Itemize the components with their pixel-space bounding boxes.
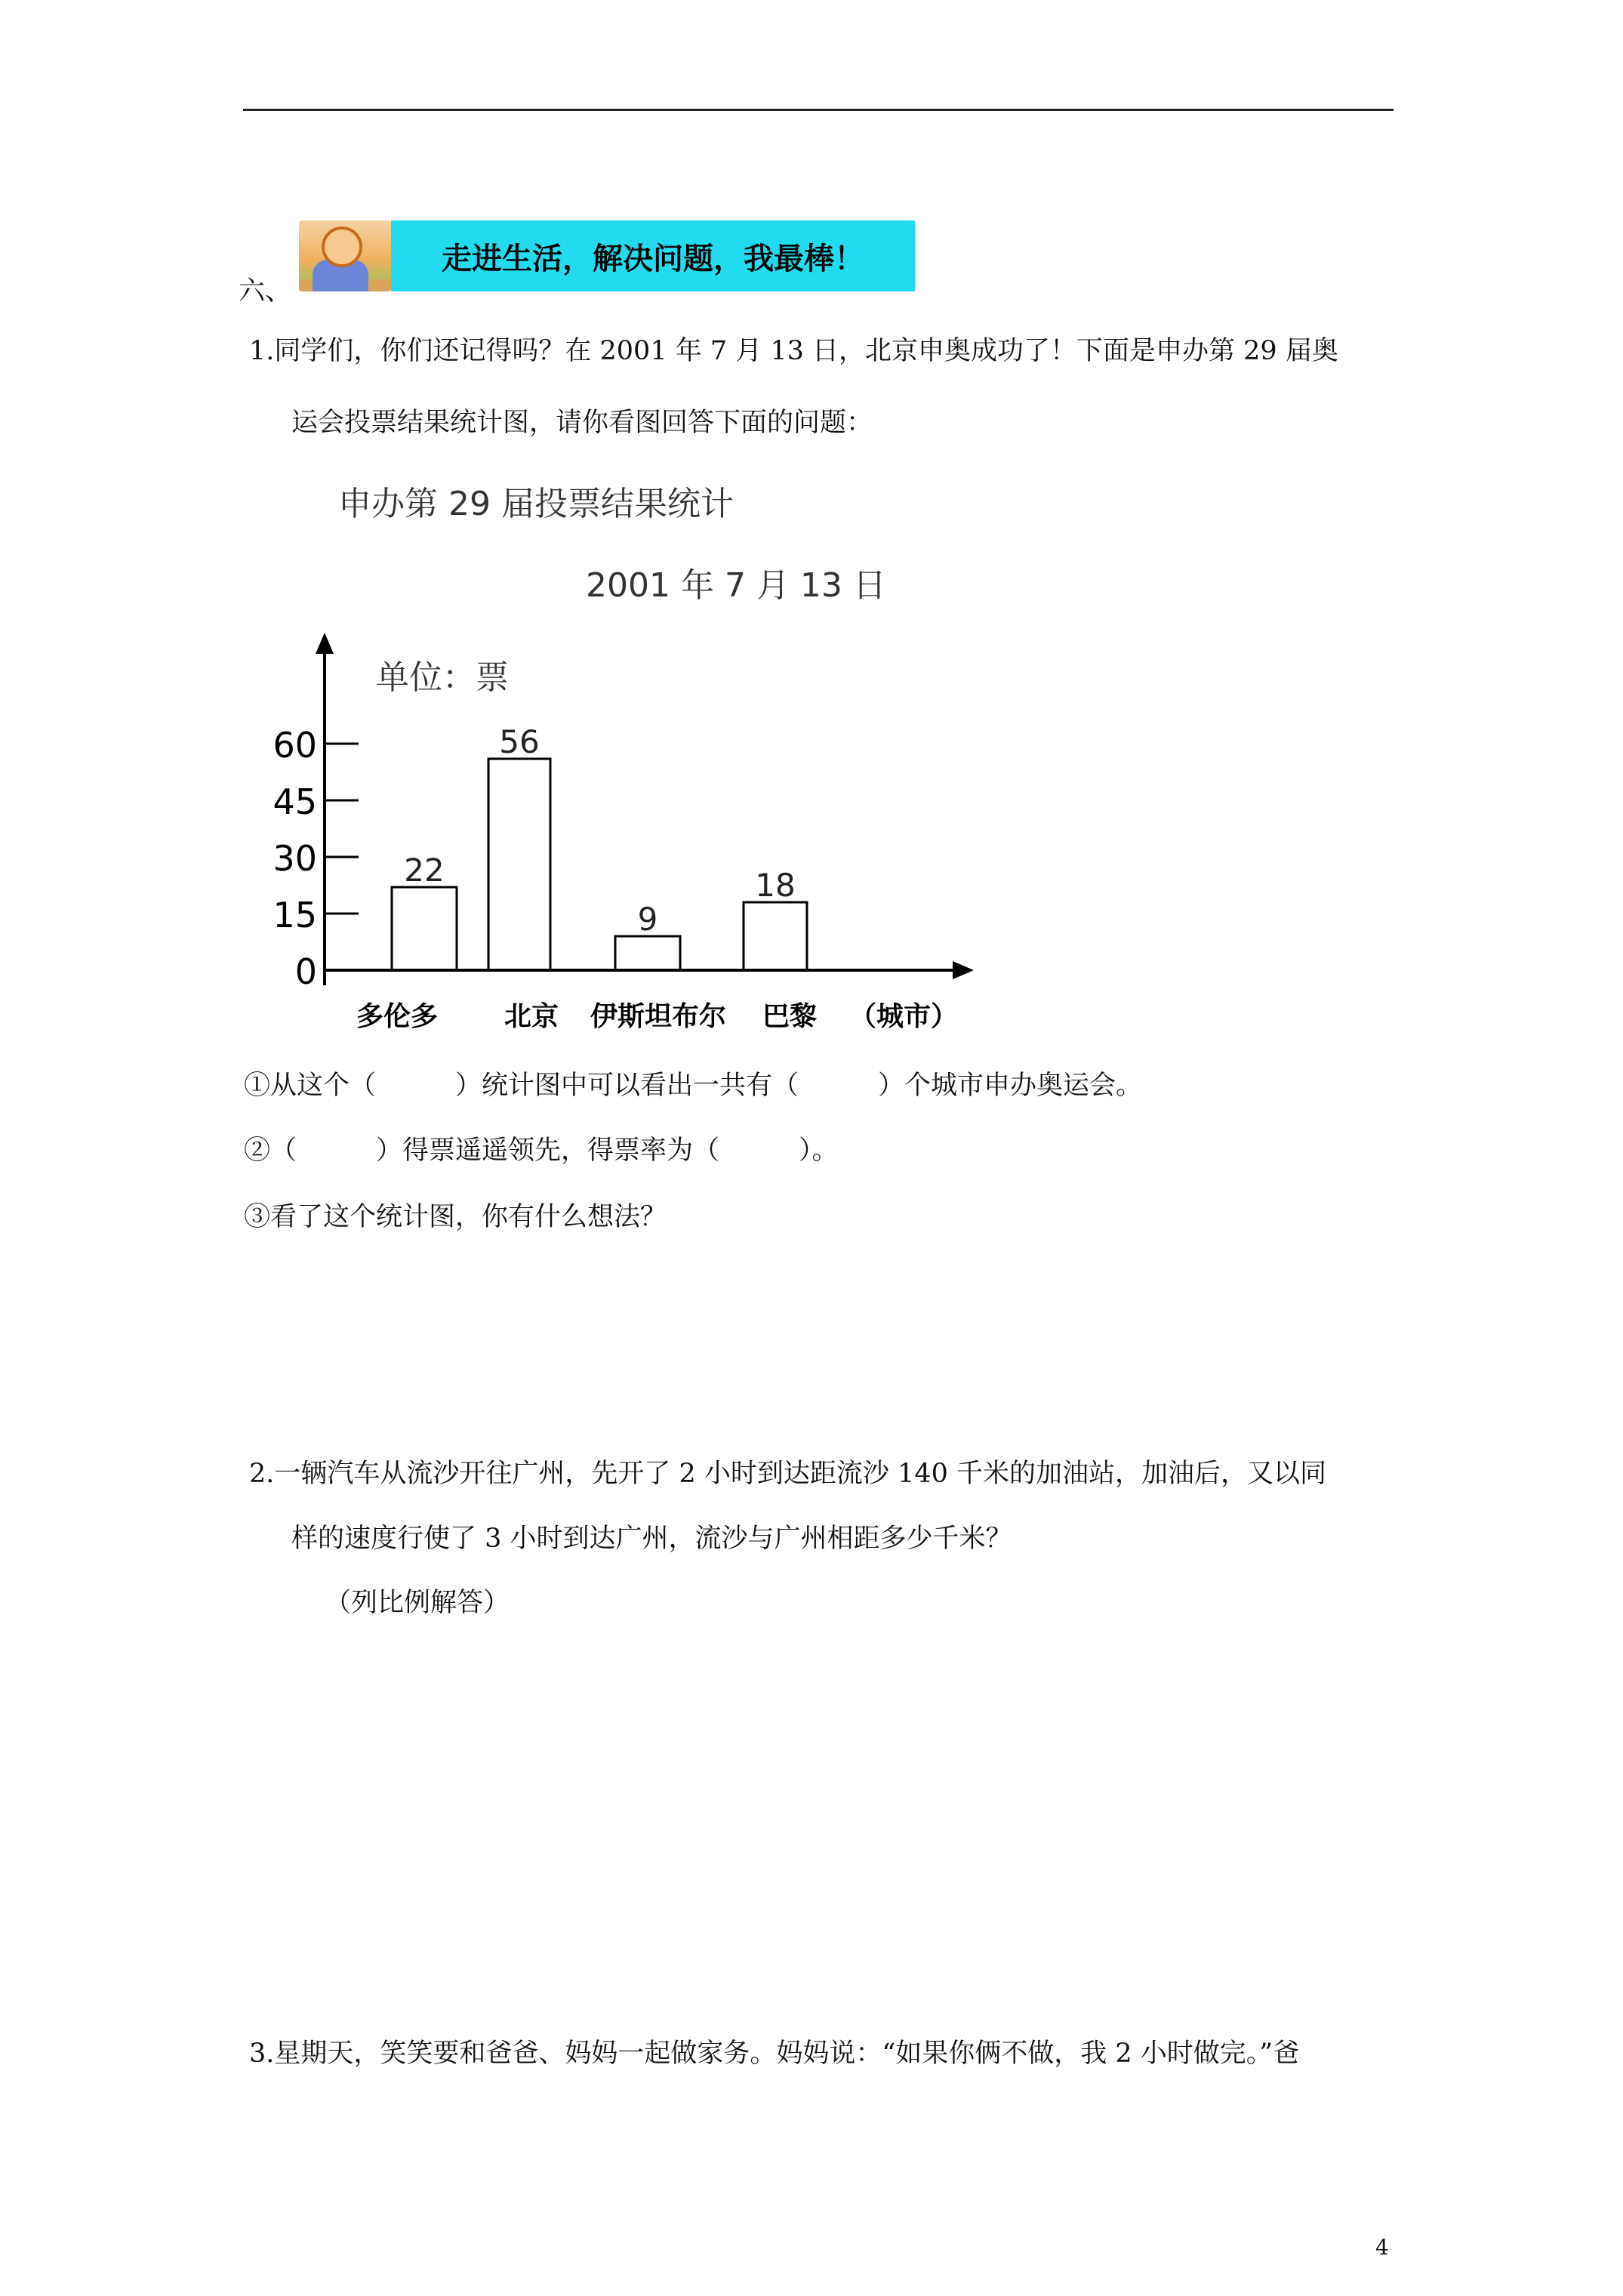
bar-value-label: 56 — [499, 723, 540, 760]
q2-note: （列比例解答） — [325, 1588, 510, 1618]
chart-title: 申办第 29 届投票结果统计 — [338, 485, 734, 523]
y-tick-label: 0 — [294, 951, 317, 992]
category-label: 伊斯坦布尔 — [590, 1001, 727, 1032]
q2-line2: 样的速度行使了 3 小时到达广州，流沙与广州相距多少千米？ — [291, 1524, 1012, 1554]
header-rule — [243, 109, 1394, 111]
bar — [488, 759, 550, 970]
vote-bar-chart — [249, 468, 1004, 1042]
q1-sub1: ①从这个（ ）统计图中可以看出一共有（ ）个城市申办奥运会。 — [244, 1071, 1143, 1101]
bar — [744, 902, 807, 970]
q1-sub3: ③看了这个统计图，你有什么想法？ — [244, 1202, 667, 1232]
y-tick-label: 15 — [273, 895, 317, 935]
bar — [392, 887, 457, 970]
bar-value-label: 18 — [755, 867, 796, 904]
bar-value-label: 22 — [404, 852, 445, 889]
chart-unit-label: 单位：票 — [376, 658, 509, 697]
q1-sub2: ②（ ）得票遥遥领先，得票率为（ ）。 — [244, 1136, 839, 1166]
category-label: 多伦多 — [356, 1001, 439, 1032]
x-axis-arrow — [953, 961, 974, 979]
section-banner-text: 走进生活，解决问题，我最棒！ — [442, 241, 864, 276]
bar-value-label: 9 — [637, 901, 658, 938]
y-tick-label: 30 — [273, 838, 317, 879]
q1-line2: 运会投票结果统计图，请你看图回答下面的问题： — [291, 408, 873, 438]
q2-line1: 2.一辆汽车从流沙开往广州，先开了 2 小时到达距流沙 140 千米的加油站，加油后，又以同 — [249, 1459, 1326, 1489]
bar — [615, 936, 680, 970]
section-banner — [391, 220, 915, 291]
page-number: 4 — [1375, 2235, 1389, 2260]
q3-line1: 3.星期天，笑笑要和爸爸、妈妈一起做家务。妈妈说：“如果你俩不做，我 2 小时做完。”爸 — [249, 2039, 1300, 2069]
y-axis-arrow — [316, 633, 334, 654]
q1-line1: 1.同学们，你们还记得吗？在 2001 年 7 月 13 日，北京申奥成功了！下面是申办第 29 届奥 — [249, 336, 1338, 366]
y-tick-label: 60 — [273, 725, 317, 766]
y-tick-label: 45 — [273, 781, 317, 822]
category-label: 北京 — [504, 1001, 559, 1032]
x-axis-label: （城市） — [849, 1001, 959, 1032]
category-label: 巴黎 — [762, 1001, 818, 1032]
chart-subtitle: 2001 年 7 月 13 日 — [586, 566, 886, 605]
girl-studying-icon — [299, 220, 391, 291]
section-number: 六、 — [239, 276, 292, 307]
